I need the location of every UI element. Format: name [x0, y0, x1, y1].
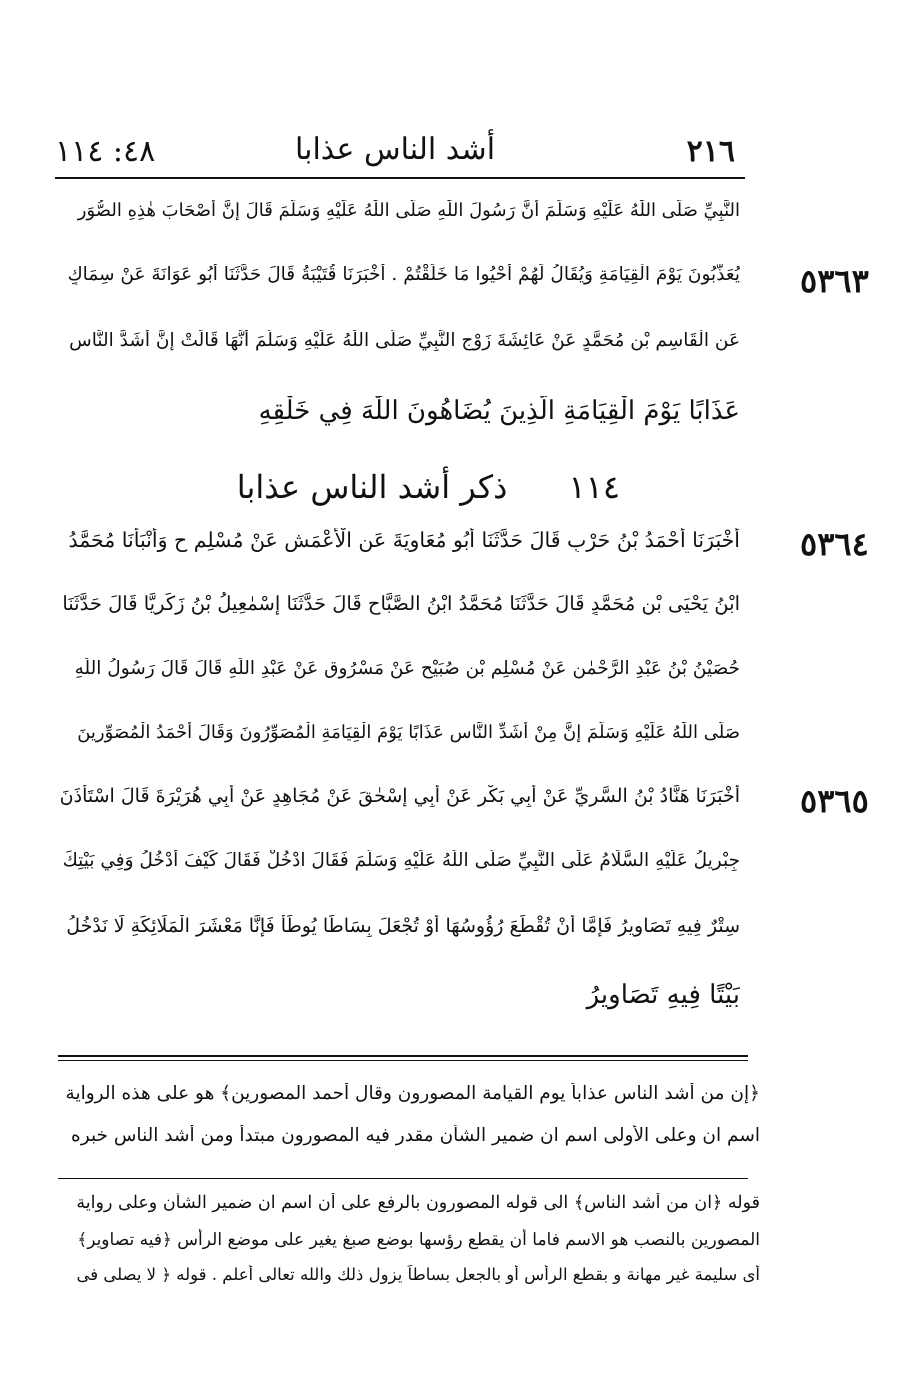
footnote-line: المصورين بالنصب هو الاسم فاما أن يقطع رؤسها بوضع صبغ يغير على موضع الرأس ﴿فيه تصاوير﴾: [77, 1230, 760, 1250]
chapter-heading: [236, 468, 620, 506]
footnote-rule-top: [58, 1055, 748, 1057]
hadith-line: أَخْبَرَنَا أَحْمَدُ بْنُ حَرْبٍ قَالَ حَدَّثَنَا أَبُو مُعَاوِيَةَ عَنِ الْأَعْمَشِ عَنْ مُسْلِمٍ ح وَأَنْبَأَنَا مُحَمَّدُ: [68, 528, 740, 552]
chapter-reference: ٤٨: ١١٤: [55, 134, 156, 169]
hadith-line: يُعَذَّبُونَ يَوْمَ الْقِيَامَةِ وَيُقَالُ لَهُمْ أَحْيُوا مَا خَلَقْتُمْ . أَخْبَرَنَا قُتَيْبَةُ قَالَ حَدَّثَنَا أَبُو عَوَانَةَ عَنْ سِمَاكٍ: [67, 264, 740, 285]
hadith-number: ٥٣٦٤: [800, 525, 869, 563]
page-number: ٢١٦: [686, 134, 735, 169]
hadith-line: ابْنُ يَحْيَى بْنِ مُحَمَّدٍ قَالَ حَدَّثَنَا مُحَمَّدُ ابْنُ الصَّبَّاحِ قَالَ حَدَّثَنَا إِسْمٰعِيلُ بْنُ زَكَرِيَّا قَالَ حَدَّثَنَا: [62, 592, 740, 615]
chapter-number: ١١٤: [568, 468, 620, 506]
hadith-number: ٥٣٦٣: [800, 262, 869, 300]
footnote-line: أى سليمة غير مهانة و بقطع الرأس أو بالجعل بساطاً يزول ذلك والله تعالى أعلم . قوله ﴿ لا يصلى فى: [76, 1265, 760, 1284]
chapter-title: ذكر أشد الناس عذابا: [236, 468, 508, 506]
hadith-line: صَلَّى اللّٰهُ عَلَيْهِ وَسَلَّمَ إِنَّ مِنْ أَشَدِّ النَّاسِ عَذَابًا يَوْمَ الْقِيَامَةِ الْمُصَوِّرُونَ وَقَالَ أَحْمَدُ الْمُصَوِّرِينَ: [77, 722, 740, 743]
footnote-line: اسم ان وعلى الأولى اسم ان ضمير الشأن مقدر فيه المصورون مبتدأ ومن أشد الناس خبره: [71, 1125, 760, 1146]
hadith-line: سِتْرٌ فِيهِ تَصَاوِيرُ فَإِمَّا أَنْ تُقْطَعَ رُؤُوسُهَا أَوْ تُجْعَلَ بِسَاطًا يُوطَأُ فَإِنَّا مَعْشَرَ الْمَلَائِكَةِ لَا نَدْخُلُ: [66, 915, 740, 937]
hadith-line: عَذَابًا يَوْمَ الْقِيَامَةِ الَّذِينَ يُضَاهُونَ اللّٰهَ فِي خَلْقِهِ: [258, 396, 740, 426]
hadith-line: حُصَيْنُ بْنُ عَبْدِ الرَّحْمٰنِ عَنْ مُسْلِمِ بْنِ صُبَيْحٍ عَنْ مَسْرُوقٍ عَنْ عَبْدِ اللّٰهِ قَالَ قَالَ رَسُولُ اللّٰهِ: [74, 658, 740, 679]
footnote-rule-bottom: [58, 1060, 748, 1061]
page-header: [55, 128, 735, 178]
running-title: أشد الناس عذابا: [294, 132, 496, 167]
footnote-divider: [58, 1178, 748, 1179]
continuation-line: النَّبِيِّ صَلَّى اللّٰهُ عَلَيْهِ وَسَلَّمَ أَنَّ رَسُولَ اللّٰهِ صَلَّى اللّٰهُ عَلَيْهِ وَسَلَّمَ قَالَ إِنَّ أَصْحَابَ هٰذِهِ الصُّوَرِ: [77, 200, 740, 221]
header-rule: [55, 177, 745, 179]
hadith-line: عَنِ الْقَاسِمِ بْنِ مُحَمَّدٍ عَنْ عَائِشَةَ زَوْجِ النَّبِيِّ صَلَّى اللّٰهُ عَلَيْهِ وَسَلَّمَ أَنَّهَا قَالَتْ إِنَّ أَشَدَّ النَّاسِ: [69, 330, 740, 351]
hadith-line: جِبْرِيلُ عَلَيْهِ السَّلَامُ عَلَى النَّبِيِّ صَلَّى اللّٰهُ عَلَيْهِ وَسَلَّمَ فَقَالَ ادْخُلْ فَقَالَ كَيْفَ أَدْخُلُ وَفِي بَيْتِكَ: [62, 850, 740, 871]
hadith-number: ٥٣٦٥: [800, 782, 869, 820]
hadith-line: أَخْبَرَنَا هَنَّادُ بْنُ السَّرِيِّ عَنْ أَبِي بَكْرٍ عَنْ أَبِي إِسْحٰقَ عَنْ مُجَاهِدٍ عَنْ أَبِي هُرَيْرَةَ قَالَ اسْتَأْذَنَ: [60, 785, 740, 807]
footnote-line: ﴿إن من أشد الناس عذاباً يوم القيامة المصورون وقال أحمد المصورين﴾ هو على هذه الرواية: [65, 1083, 760, 1104]
hadith-line: بَيْتًا فِيهِ تَصَاوِيرُ: [586, 980, 740, 1010]
footnote-line: قوله ﴿ان من أشد الناس﴾ الى قوله المصورون بالرفع على أن اسم ان ضمير الشأن وعلى رواية: [76, 1193, 760, 1213]
